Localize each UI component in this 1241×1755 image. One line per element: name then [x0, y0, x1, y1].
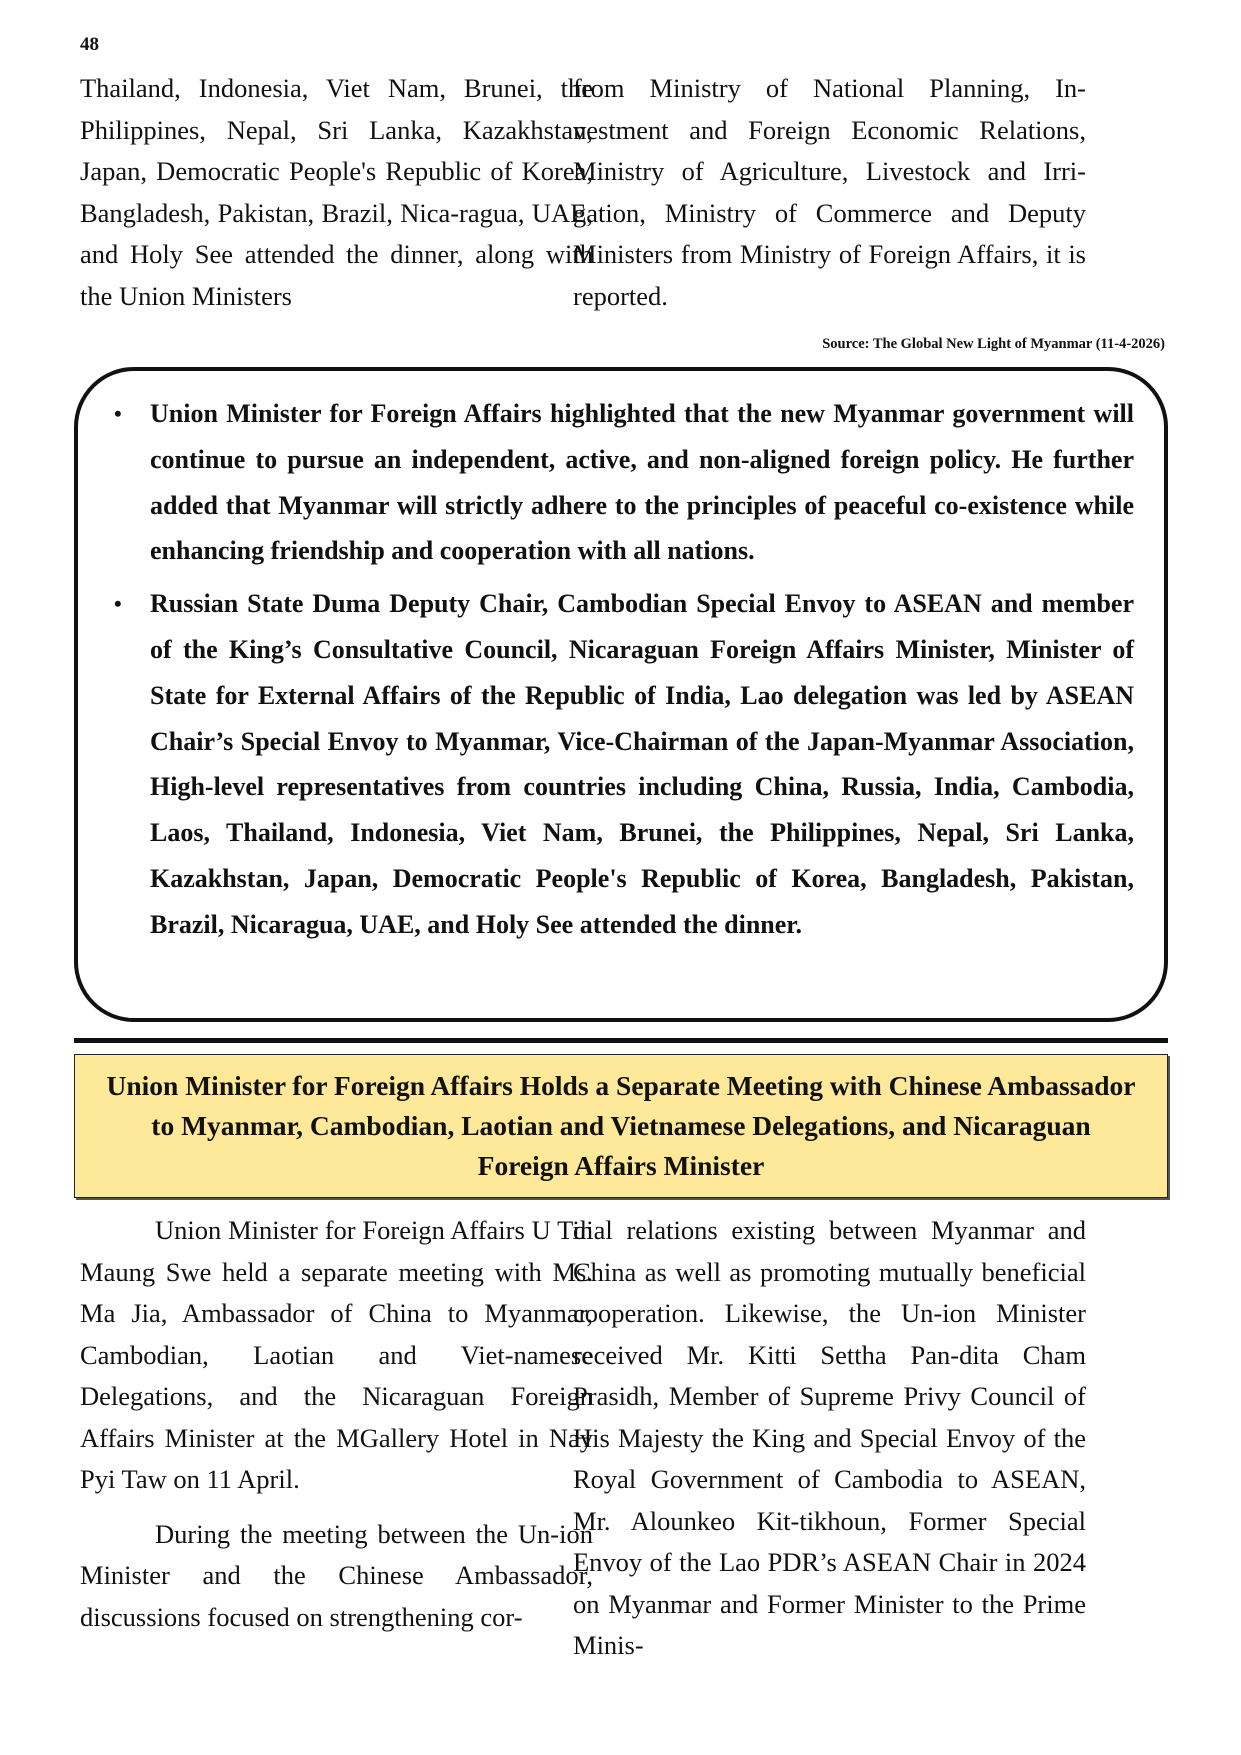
article-right-column: [573, 1210, 1086, 1667]
highlight-text: Russian State Duma Deputy Chair, Cambodian Special Envoy to ASEAN and member of the King’s Consultative Council, Nicaraguan Foreign Affairs Minister, Minister of State for External Affairs of the Republic of India, Lao delegation was led by ASEAN Chair’s Special Envoy to Myanmar, Vice-Chairman of the Japan-Myanmar Association, High-level representatives from countries including China, Russia, India, Cambodia, Laos, Thailand, Indonesia, Viet Nam, Brunei, the Philippines, Nepal, Sri Lanka, Kazakhstan, Japan, Democratic People's Republic of Korea, Bangladesh, Pakistan, Brazil, Nicaragua, UAE, and Holy See attended the dinner.: [150, 589, 1134, 939]
page-number: 48: [80, 34, 99, 55]
bullet-icon: •: [114, 401, 122, 426]
top-left-column: [80, 68, 593, 317]
highlights-callout-box: [74, 367, 1168, 1022]
article-headline: Union Minister for Foreign Affairs Holds a Separate Meeting with Chinese Ambassador to Myanmar, Cambodian, Laotian and Vietnamese Delegations, and Nicaraguan Foreign Affairs Minister: [106, 1070, 1136, 1181]
paragraph: During the meeting between the Un-ion Minister and the Chinese Ambassador, discussions focused on strengthening cor-: [80, 1518, 593, 1632]
paragraph: Thailand, Indonesia, Viet Nam, Brunei, the Philippines, Nepal, Sri Lanka, Kazakhstan, Japan, Democratic People's Republic of Korea, Bangladesh, Pakistan, Brazil, Nica-ragua, UAE, and Holy See attended the dinner, along with the Union Ministers: [80, 73, 593, 311]
article-headline-banner: [74, 1054, 1168, 1198]
highlight-item: [112, 581, 1134, 947]
top-right-column: [573, 68, 1086, 317]
source-citation: Source: The Global New Light of Myanmar (11-4-2026): [822, 336, 1165, 352]
highlight-item: [112, 391, 1134, 574]
paragraph: Union Minister for Foreign Affairs U Tin Maung Swe held a separate meeting with Ms. Ma Jia, Ambassador of China to Myanmar, Cambodian, Laotian and Viet-namese Delegations, and the Nicaraguan Foreign Affairs Minister at the MGallery Hotel in Nay Pyi Taw on 11 April.: [80, 1215, 593, 1494]
bullet-icon: •: [114, 591, 122, 617]
section-divider: [74, 1038, 1168, 1043]
paragraph: dial relations existing between Myanmar and China as well as promoting mutually beneficial cooperation. Likewise, the Un-ion Minister received Mr. Kitti Settha Pan-dita Cham Prasidh, Member of Supreme Privy Council of His Majesty the King and Special Envoy of the Royal Government of Cambodia to ASEAN, Mr. Alounkeo Kit-tikhoun, Former Special Envoy of the Lao PDR’s ASEAN Chair in 2024 on Myanmar and Former Minister to the Prime Minis-: [573, 1215, 1086, 1660]
article-left-column: [80, 1210, 593, 1638]
highlight-text: Union Minister for Foreign Affairs highlighted that the new Myanmar government will continue to pursue an independent, active, and non-aligned foreign policy. He further added that Myanmar will strictly adhere to the principles of peaceful co-existence while enhancing friendship and cooperation with all nations.: [150, 399, 1134, 566]
paragraph: from Ministry of National Planning, In-vestment and Foreign Economic Relations, Ministry of Agriculture, Livestock and Irri-gation, Ministry of Commerce and Deputy Ministers from Ministry of Foreign Affairs, it is reported.: [573, 73, 1086, 311]
highlights-list: [112, 391, 1134, 948]
